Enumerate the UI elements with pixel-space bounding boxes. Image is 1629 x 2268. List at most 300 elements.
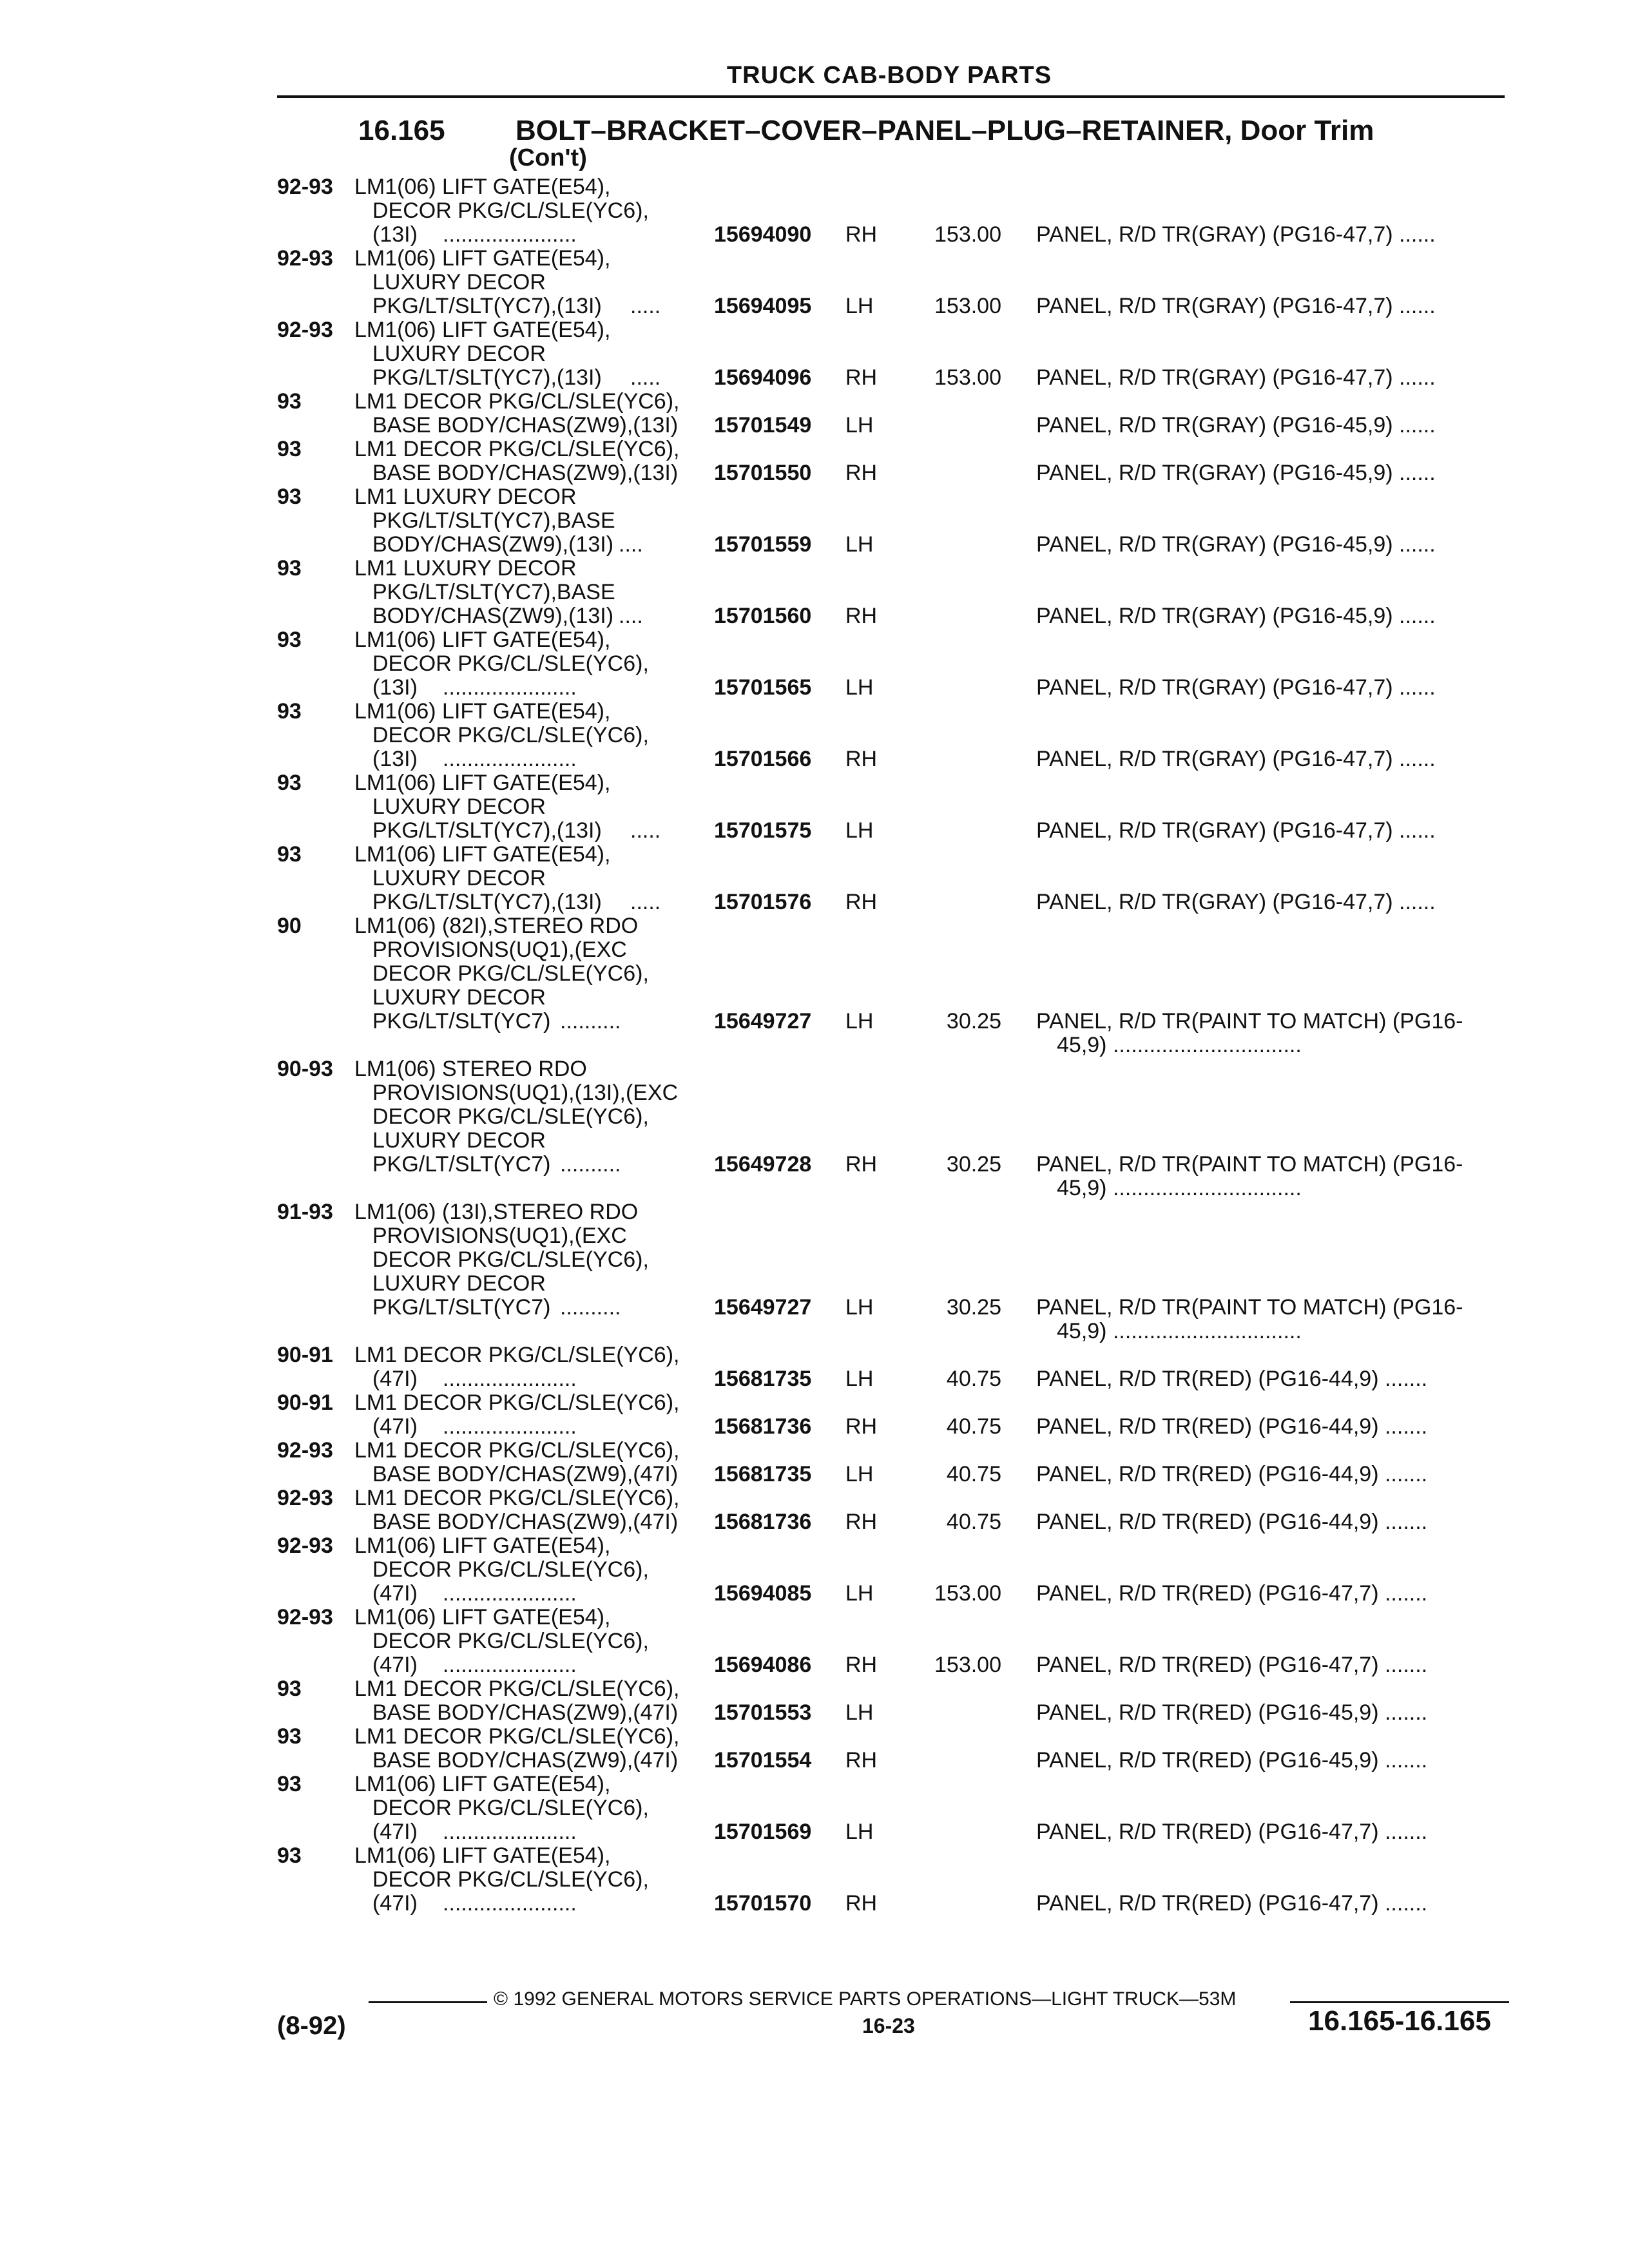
usage-description: LM1(06) (82I),STEREO RDO: [354, 914, 639, 938]
model-years: 92-93: [277, 175, 333, 199]
usage-description: LUXURY DECOR: [372, 794, 546, 819]
side-indicator: LH: [845, 1700, 874, 1725]
entry-line: [0, 1653, 1629, 1677]
usage-description: (47I): [372, 1581, 418, 1606]
side-indicator: RH: [845, 1510, 878, 1534]
entry-line: [0, 1844, 1629, 1868]
part-entry: [0, 1844, 1629, 1916]
entry-line: [0, 1105, 1629, 1129]
usage-description: LM1(06) STEREO RDO: [354, 1057, 587, 1081]
entry-line: [0, 1820, 1629, 1844]
entry-line: [0, 294, 1629, 318]
usage-description: (13I): [372, 747, 418, 771]
entry-line: [0, 1057, 1629, 1081]
usage-description: PKG/LT/SLT(YC7),BASE: [372, 508, 615, 533]
dot-leader: ......................: [443, 1653, 577, 1677]
list-price: 153.00: [934, 1653, 1001, 1677]
section-number: 16.165: [358, 115, 445, 146]
part-description: PANEL, R/D TR(GRAY) (PG16-45,9) ......: [1036, 532, 1436, 557]
entry-line: [0, 1224, 1629, 1248]
usage-description: LM1(06) LIFT GATE(E54),: [354, 1533, 611, 1558]
dot-leader: ......................: [443, 675, 577, 700]
entry-line: [0, 1153, 1629, 1177]
side-indicator: RH: [845, 222, 878, 247]
model-years: 93: [277, 1724, 302, 1749]
usage-description: LM1(06) LIFT GATE(E54),: [354, 1772, 611, 1796]
usage-description: LUXURY DECOR: [372, 1271, 546, 1296]
side-indicator: RH: [845, 1653, 878, 1677]
entry-line: [0, 509, 1629, 533]
model-years: 93: [277, 1677, 302, 1701]
part-description-continued: 45,9) ...............................: [1057, 1319, 1302, 1343]
part-number: 15701565: [714, 675, 812, 700]
side-indicator: LH: [845, 675, 874, 700]
part-description: PANEL, R/D TR(GRAY) (PG16-47,7) ......: [1036, 890, 1436, 914]
copyright-notice: © 1992 GENERAL MOTORS SERVICE PARTS OPERATIONS—LIGHT TRUCK—53M: [494, 1988, 1237, 2010]
model-years: 92-93: [277, 1486, 333, 1510]
entry-line: [0, 1200, 1629, 1224]
usage-description: DECOR PKG/CL/SLE(YC6),: [372, 961, 649, 986]
usage-description: PROVISIONS(UQ1),(EXC: [372, 1224, 627, 1248]
side-indicator: RH: [845, 1152, 878, 1177]
list-price: 30.25: [946, 1152, 1001, 1177]
entry-line: [0, 1582, 1629, 1606]
side-indicator: LH: [845, 1295, 874, 1320]
entry-line: [0, 1629, 1629, 1653]
usage-description: LM1(06) LIFT GATE(E54),: [354, 1843, 611, 1868]
entry-line: [0, 1033, 1629, 1057]
part-entry: [0, 914, 1629, 1057]
side-indicator: LH: [845, 294, 874, 318]
entry-line: [0, 437, 1629, 461]
model-years: 91-93: [277, 1200, 333, 1224]
usage-description: (13I): [372, 222, 418, 247]
part-description: PANEL, R/D TR(GRAY) (PG16-45,9) ......: [1036, 461, 1436, 485]
entry-line: [0, 247, 1629, 271]
usage-description: LM1 DECOR PKG/CL/SLE(YC6),: [354, 437, 680, 461]
part-entry: [0, 437, 1629, 485]
part-description: PANEL, R/D TR(RED) (PG16-45,9) .......: [1036, 1748, 1428, 1773]
usage-description: DECOR PKG/CL/SLE(YC6),: [372, 1867, 649, 1892]
usage-description: PKG/LT/SLT(YC7),BASE: [372, 580, 615, 604]
entry-line: [0, 747, 1629, 771]
part-number: 15649727: [714, 1009, 812, 1033]
usage-description: DECOR PKG/CL/SLE(YC6),: [372, 723, 649, 747]
entry-line: [0, 533, 1629, 557]
part-number: 15701554: [714, 1748, 812, 1773]
entry-line: [0, 1272, 1629, 1296]
part-number: 15649728: [714, 1152, 812, 1177]
model-years: 90-91: [277, 1390, 333, 1415]
section-continued-label: (Con't): [509, 144, 587, 171]
part-number: 15681736: [714, 1510, 812, 1534]
entry-line: [0, 461, 1629, 485]
usage-description: LUXURY DECOR: [372, 1128, 546, 1153]
model-years: 90-91: [277, 1343, 333, 1367]
usage-description: DECOR PKG/CL/SLE(YC6),: [372, 1557, 649, 1582]
entry-line: [0, 1391, 1629, 1415]
part-description: PANEL, R/D TR(GRAY) (PG16-47,7) ......: [1036, 365, 1436, 390]
usage-description: (47I): [372, 1891, 418, 1916]
entry-line: [0, 1749, 1629, 1773]
usage-description: PKG/LT/SLT(YC7),(13I): [372, 890, 602, 914]
usage-description: PKG/LT/SLT(YC7),(13I): [372, 818, 602, 843]
part-entry: [0, 1200, 1629, 1343]
side-indicator: RH: [845, 461, 878, 485]
entry-line: [0, 1296, 1629, 1320]
entry-line: [0, 700, 1629, 724]
usage-description: (47I): [372, 1820, 418, 1844]
entry-line: [0, 1439, 1629, 1463]
entry-line: [0, 271, 1629, 294]
dot-leader: ..........: [560, 1009, 621, 1033]
section-title: BOLT–BRACKET–COVER–PANEL–PLUG–RETAINER, Door Trim: [516, 115, 1374, 146]
dot-leader: ....: [619, 604, 643, 628]
part-description: PANEL, R/D TR(RED) (PG16-47,7) .......: [1036, 1820, 1428, 1844]
list-price: 153.00: [934, 294, 1001, 318]
usage-description: LM1 DECOR PKG/CL/SLE(YC6),: [354, 389, 680, 414]
entry-line: [0, 867, 1629, 890]
side-indicator: LH: [845, 818, 874, 843]
usage-description: LUXURY DECOR: [372, 985, 546, 1010]
dot-leader: ....: [619, 532, 643, 557]
usage-description: DECOR PKG/CL/SLE(YC6),: [372, 1629, 649, 1653]
part-entry: [0, 1606, 1629, 1677]
usage-description: LM1(06) LIFT GATE(E54),: [354, 175, 611, 199]
part-number: 15701560: [714, 604, 812, 628]
usage-description: PKG/LT/SLT(YC7): [372, 1009, 551, 1033]
usage-description: LM1 LUXURY DECOR: [354, 556, 577, 581]
usage-description: (47I): [372, 1367, 418, 1391]
part-entry: [0, 843, 1629, 914]
entry-line: [0, 557, 1629, 581]
part-entry: [0, 1677, 1629, 1725]
entry-line: [0, 366, 1629, 390]
model-years: 93: [277, 699, 302, 724]
part-number: 15701566: [714, 747, 812, 771]
usage-description: DECOR PKG/CL/SLE(YC6),: [372, 651, 649, 676]
entry-line: [0, 1129, 1629, 1153]
usage-description: LM1(06) LIFT GATE(E54),: [354, 628, 611, 652]
part-number: 15701559: [714, 532, 812, 557]
entry-line: [0, 318, 1629, 342]
usage-description: BASE BODY/CHAS(ZW9),(13I): [372, 413, 679, 437]
part-entry: [0, 1343, 1629, 1391]
entry-line: [0, 604, 1629, 628]
part-entry: [0, 1725, 1629, 1773]
side-indicator: LH: [845, 1820, 874, 1844]
entry-line: [0, 581, 1629, 604]
page-number: 16-23: [862, 2014, 915, 2037]
entry-line: [0, 676, 1629, 700]
part-number: 15694096: [714, 365, 812, 390]
part-entry: [0, 390, 1629, 437]
usage-description: DECOR PKG/CL/SLE(YC6),: [372, 198, 649, 223]
entry-line: [0, 724, 1629, 747]
list-price: 40.75: [946, 1414, 1001, 1439]
model-years: 93: [277, 556, 302, 581]
usage-description: PKG/LT/SLT(YC7),(13I): [372, 365, 602, 390]
part-description: PANEL, R/D TR(RED) (PG16-44,9) .......: [1036, 1414, 1428, 1439]
dot-leader: ......................: [443, 222, 577, 247]
entry-line: [0, 1868, 1629, 1892]
part-entry: [0, 1773, 1629, 1844]
model-years: 92-93: [277, 1438, 333, 1463]
list-price: 40.75: [946, 1510, 1001, 1534]
entry-line: [0, 485, 1629, 509]
entry-line: [0, 1796, 1629, 1820]
footer-rule-left: [369, 2001, 487, 2003]
entry-line: [0, 1725, 1629, 1749]
dot-leader: ......................: [443, 1891, 577, 1916]
usage-description: BODY/CHAS(ZW9),(13I): [372, 604, 614, 628]
entry-line: [0, 986, 1629, 1010]
page-header-title: TRUCK CAB-BODY PARTS: [726, 62, 1052, 89]
part-number: 15649727: [714, 1295, 812, 1320]
part-number: 15681736: [714, 1414, 812, 1439]
part-description: PANEL, R/D TR(RED) (PG16-47,7) .......: [1036, 1581, 1428, 1606]
usage-description: BASE BODY/CHAS(ZW9),(47I): [372, 1748, 679, 1773]
part-description: PANEL, R/D TR(PAINT TO MATCH) (PG16-: [1036, 1152, 1463, 1177]
part-number: 15701549: [714, 413, 812, 437]
part-number: 15701570: [714, 1891, 812, 1916]
dot-leader: ......................: [443, 1581, 577, 1606]
list-price: 40.75: [946, 1462, 1001, 1486]
model-years: 92-93: [277, 1605, 333, 1629]
parts-list: [0, 175, 1629, 1916]
usage-description: LUXURY DECOR: [372, 866, 546, 890]
part-number: 15694085: [714, 1581, 812, 1606]
usage-description: BASE BODY/CHAS(ZW9),(47I): [372, 1462, 679, 1486]
entry-line: [0, 1558, 1629, 1582]
usage-description: LM1(06) LIFT GATE(E54),: [354, 699, 611, 724]
entry-line: [0, 819, 1629, 843]
entry-line: [0, 914, 1629, 938]
part-description: PANEL, R/D TR(GRAY) (PG16-45,9) ......: [1036, 413, 1436, 437]
part-description: PANEL, R/D TR(RED) (PG16-44,9) .......: [1036, 1510, 1428, 1534]
part-number: 15681735: [714, 1367, 812, 1391]
part-entry: [0, 1057, 1629, 1200]
part-description-continued: 45,9) ...............................: [1057, 1176, 1302, 1200]
entry-line: [0, 1701, 1629, 1725]
entry-line: [0, 1463, 1629, 1486]
usage-description: BODY/CHAS(ZW9),(13I): [372, 532, 614, 557]
side-indicator: RH: [845, 890, 878, 914]
entry-line: [0, 342, 1629, 366]
side-indicator: RH: [845, 747, 878, 771]
entry-line: [0, 223, 1629, 247]
usage-description: LM1 DECOR PKG/CL/SLE(YC6),: [354, 1438, 680, 1463]
side-indicator: RH: [845, 604, 878, 628]
usage-description: LM1(06) LIFT GATE(E54),: [354, 246, 611, 271]
part-description: PANEL, R/D TR(GRAY) (PG16-47,7) ......: [1036, 747, 1436, 771]
part-description: PANEL, R/D TR(GRAY) (PG16-47,7) ......: [1036, 675, 1436, 700]
part-number: 15694086: [714, 1653, 812, 1677]
part-entry: [0, 485, 1629, 557]
part-description-continued: 45,9) ...............................: [1057, 1033, 1302, 1057]
part-number: 15701550: [714, 461, 812, 485]
model-years: 93: [277, 628, 302, 652]
part-description: PANEL, R/D TR(RED) (PG16-47,7) .......: [1036, 1891, 1428, 1916]
list-price: 30.25: [946, 1009, 1001, 1033]
part-number: 15701576: [714, 890, 812, 914]
usage-description: LM1 LUXURY DECOR: [354, 485, 577, 509]
usage-description: LM1(06) LIFT GATE(E54),: [354, 771, 611, 795]
dot-leader: .....: [630, 890, 661, 914]
part-entry: [0, 318, 1629, 390]
part-entry: [0, 175, 1629, 247]
entry-line: [0, 890, 1629, 914]
footer-rule-right: [1290, 2001, 1509, 2003]
part-number: 15694095: [714, 294, 812, 318]
entry-line: [0, 1010, 1629, 1033]
model-years: 93: [277, 485, 302, 509]
entry-line: [0, 1510, 1629, 1534]
entry-line: [0, 795, 1629, 819]
part-description: PANEL, R/D TR(GRAY) (PG16-45,9) ......: [1036, 604, 1436, 628]
side-indicator: RH: [845, 365, 878, 390]
part-description: PANEL, R/D TR(PAINT TO MATCH) (PG16-: [1036, 1009, 1463, 1033]
usage-description: LM1(06) LIFT GATE(E54),: [354, 1605, 611, 1629]
part-description: PANEL, R/D TR(GRAY) (PG16-47,7) ......: [1036, 294, 1436, 318]
part-entry: [0, 1534, 1629, 1606]
side-indicator: LH: [845, 1462, 874, 1486]
usage-description: LM1 DECOR PKG/CL/SLE(YC6),: [354, 1343, 680, 1367]
usage-description: PKG/LT/SLT(YC7): [372, 1152, 551, 1177]
usage-description: LM1 DECOR PKG/CL/SLE(YC6),: [354, 1724, 680, 1749]
dot-leader: ......................: [443, 1820, 577, 1844]
usage-description: BASE BODY/CHAS(ZW9),(47I): [372, 1700, 679, 1725]
part-entry: [0, 628, 1629, 700]
part-description: PANEL, R/D TR(RED) (PG16-44,9) .......: [1036, 1367, 1428, 1391]
part-number: 15694090: [714, 222, 812, 247]
part-description: PANEL, R/D TR(RED) (PG16-45,9) .......: [1036, 1700, 1428, 1725]
list-price: 40.75: [946, 1367, 1001, 1391]
usage-description: LM1 DECOR PKG/CL/SLE(YC6),: [354, 1677, 680, 1701]
usage-description: LM1 DECOR PKG/CL/SLE(YC6),: [354, 1390, 680, 1415]
entry-line: [0, 652, 1629, 676]
dot-leader: ..........: [560, 1152, 621, 1177]
list-price: 153.00: [934, 1581, 1001, 1606]
list-price: 153.00: [934, 222, 1001, 247]
side-indicator: LH: [845, 1009, 874, 1033]
revision-date: (8-92): [277, 2012, 346, 2040]
entry-line: [0, 843, 1629, 867]
header-rule: [277, 95, 1505, 98]
usage-description: LM1 DECOR PKG/CL/SLE(YC6),: [354, 1486, 680, 1510]
model-years: 93: [277, 1843, 302, 1868]
side-indicator: RH: [845, 1414, 878, 1439]
model-years: 93: [277, 842, 302, 867]
usage-description: BASE BODY/CHAS(ZW9),(13I): [372, 461, 679, 485]
dot-leader: .....: [630, 818, 661, 843]
usage-description: BASE BODY/CHAS(ZW9),(47I): [372, 1510, 679, 1534]
usage-description: LM1(06) LIFT GATE(E54),: [354, 318, 611, 342]
entry-line: [0, 938, 1629, 962]
model-years: 93: [277, 1772, 302, 1796]
part-number: 15681735: [714, 1462, 812, 1486]
usage-description: (47I): [372, 1414, 418, 1439]
part-entry: [0, 247, 1629, 318]
usage-description: LM1(06) (13I),STEREO RDO: [354, 1200, 639, 1224]
list-price: 153.00: [934, 365, 1001, 390]
usage-description: PROVISIONS(UQ1),(EXC: [372, 937, 627, 962]
model-years: 92-93: [277, 246, 333, 271]
entry-line: [0, 1606, 1629, 1629]
part-description: PANEL, R/D TR(GRAY) (PG16-47,7) ......: [1036, 222, 1436, 247]
model-years: 93: [277, 771, 302, 795]
usage-description: PROVISIONS(UQ1),(13I),(EXC: [372, 1081, 679, 1105]
entry-line: [0, 1343, 1629, 1367]
model-years: 92-93: [277, 318, 333, 342]
entry-line: [0, 1367, 1629, 1391]
dot-leader: .....: [630, 294, 661, 318]
usage-description: (13I): [372, 675, 418, 700]
part-number: 15701575: [714, 818, 812, 843]
entry-line: [0, 1892, 1629, 1916]
side-indicator: LH: [845, 1581, 874, 1606]
dot-leader: .....: [630, 365, 661, 390]
entry-line: [0, 390, 1629, 414]
entry-line: [0, 771, 1629, 795]
entry-line: [0, 414, 1629, 437]
part-description: PANEL, R/D TR(PAINT TO MATCH) (PG16-: [1036, 1295, 1463, 1320]
part-description: PANEL, R/D TR(RED) (PG16-44,9) .......: [1036, 1462, 1428, 1486]
part-entry: [0, 557, 1629, 628]
side-indicator: RH: [845, 1748, 878, 1773]
model-years: 93: [277, 437, 302, 461]
model-years: 93: [277, 389, 302, 414]
entry-line: [0, 628, 1629, 652]
side-indicator: LH: [845, 1367, 874, 1391]
entry-line: [0, 199, 1629, 223]
entry-line: [0, 1081, 1629, 1105]
usage-description: LM1(06) LIFT GATE(E54),: [354, 842, 611, 867]
usage-description: PKG/LT/SLT(YC7),(13I): [372, 294, 602, 318]
usage-description: DECOR PKG/CL/SLE(YC6),: [372, 1104, 649, 1129]
entry-line: [0, 1320, 1629, 1343]
entry-line: [0, 1248, 1629, 1272]
entry-line: [0, 175, 1629, 199]
side-indicator: RH: [845, 1891, 878, 1916]
dot-leader: ..........: [560, 1295, 621, 1320]
dot-leader: ......................: [443, 1367, 577, 1391]
model-years: 90: [277, 914, 302, 938]
part-entry: [0, 771, 1629, 843]
dot-leader: ......................: [443, 1414, 577, 1439]
side-indicator: LH: [845, 532, 874, 557]
entry-line: [0, 1415, 1629, 1439]
list-price: 30.25: [946, 1295, 1001, 1320]
usage-description: PKG/LT/SLT(YC7): [372, 1295, 551, 1320]
entry-line: [0, 1677, 1629, 1701]
part-number: 15701553: [714, 1700, 812, 1725]
part-entry: [0, 1439, 1629, 1486]
model-years: 90-93: [277, 1057, 333, 1081]
part-description: PANEL, R/D TR(GRAY) (PG16-47,7) ......: [1036, 818, 1436, 843]
part-entry: [0, 1486, 1629, 1534]
part-entry: [0, 700, 1629, 771]
section-range: 16.165-16.165: [1308, 2005, 1491, 2037]
usage-description: DECOR PKG/CL/SLE(YC6),: [372, 1796, 649, 1820]
usage-description: LUXURY DECOR: [372, 341, 546, 366]
usage-description: DECOR PKG/CL/SLE(YC6),: [372, 1247, 649, 1272]
entry-line: [0, 962, 1629, 986]
dot-leader: ......................: [443, 747, 577, 771]
entry-line: [0, 1773, 1629, 1796]
side-indicator: LH: [845, 413, 874, 437]
part-number: 15701569: [714, 1820, 812, 1844]
